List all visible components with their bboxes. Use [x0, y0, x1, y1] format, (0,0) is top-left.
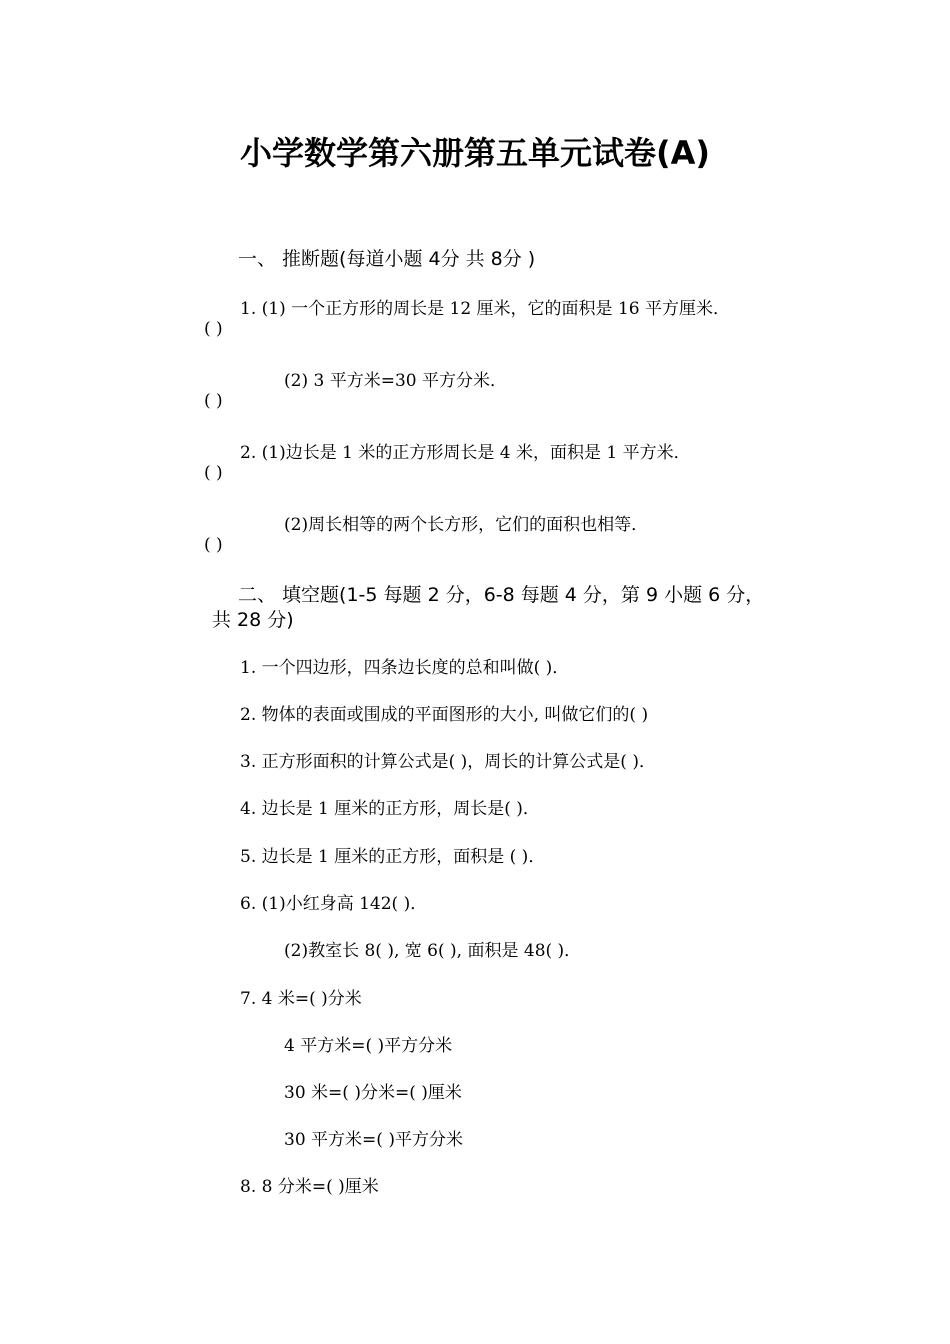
fill-question-3: 3. 正方形面积的计算公式是( )，周长的计算公式是( )．	[240, 752, 656, 772]
page-title: 小学数学第六册第五单元试卷(A)	[239, 134, 711, 172]
fill-question-6-1: 6. (1)小红身高 142( )．	[240, 894, 428, 914]
fill-question-2: 2. 物体的表面或围成的平面图形的大小, 叫做它们的( )	[240, 705, 649, 725]
fill-question-7-2: 4 平方米=( )平方分米	[284, 1036, 453, 1056]
section-2-heading-cont: 共 28 分)	[212, 609, 294, 631]
fill-question-7-4: 30 平方米=( )平方分米	[284, 1130, 463, 1150]
question-2-2: (2)周长相等的两个长方形，它们的面积也相等．	[284, 515, 649, 535]
answer-paren-2-2: ( )	[204, 535, 223, 555]
answer-paren-2-1: ( )	[204, 463, 223, 483]
fill-question-7-1: 7. 4 米=( )分米	[240, 989, 362, 1009]
fill-question-1: 1. 一个四边形，四条边长度的总和叫做( )．	[240, 658, 570, 678]
fill-question-5: 5. 边长是 1 厘米的正方形，面积是 ( )．	[240, 847, 546, 867]
fill-question-8: 8. 8 分米=( )厘米	[240, 1177, 379, 1197]
fill-question-6-2: (2)教室长 8( ), 宽 6( ), 面积是 48( )．	[284, 941, 582, 961]
question-2-1: 2. (1)边长是 1 米的正方形周长是 4 米，面积是 1 平方米．	[240, 443, 691, 463]
question-1-2: (2) 3 平方米=30 平方分米．	[284, 371, 507, 391]
fill-question-4: 4. 边长是 1 厘米的正方形，周长是( )．	[240, 799, 540, 819]
section-2-heading: 二、 填空题(1-5 每题 2 分，6-8 每题 4 分，第 9 小题 6 分，	[238, 584, 765, 606]
answer-paren-1-2: ( )	[204, 391, 223, 411]
fill-question-7-3: 30 米=( )分米=( )厘米	[284, 1083, 462, 1103]
section-1-heading: 一、 推断题(每道小题 4分 共 8分 )	[238, 248, 536, 270]
answer-paren-1-1: ( )	[204, 319, 223, 339]
question-1-1: 1. (1) 一个正方形的周长是 12 厘米，它的面积是 16 平方厘米．	[240, 299, 730, 319]
